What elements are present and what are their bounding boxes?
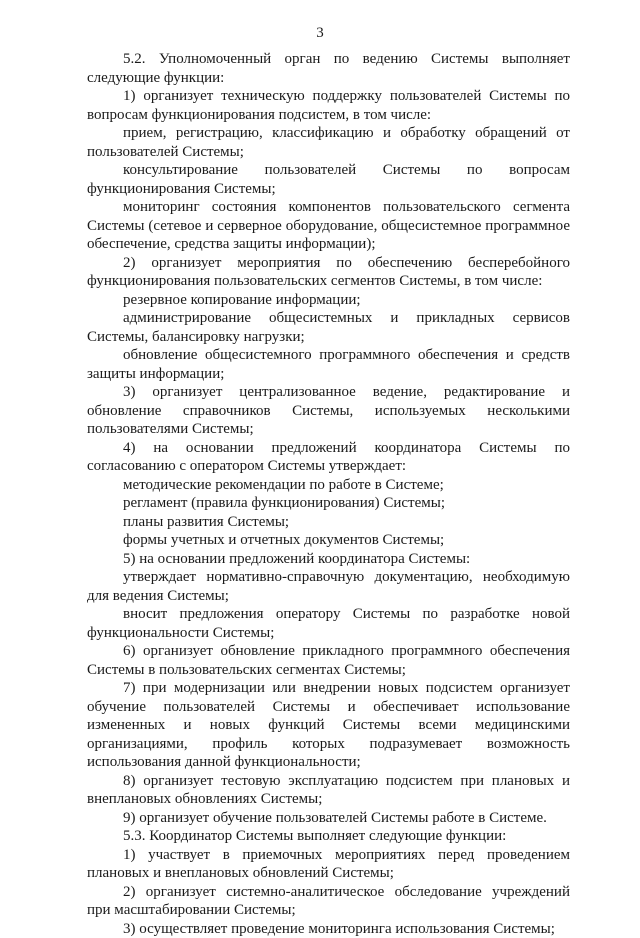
- paragraph-subitem: консультирование пользователей Системы по вопросам функционирования Системы;: [87, 161, 570, 198]
- paragraph-subitem: мониторинг состояния компонентов пользовательского сегмента Системы (сетевое и серверное оборудование, общесистемное программное обеспечение, средства защиты информации);: [87, 198, 570, 254]
- paragraph-item-4: 4) на основании предложений координатора Системы по согласованию с оператором Системы утверждает:: [87, 439, 570, 476]
- paragraph-subitem: утверждает нормативно-справочную документацию, необходимую для ведения Системы;: [87, 568, 570, 605]
- paragraph-subitem: планы развития Системы;: [87, 513, 570, 532]
- paragraph-subitem: регламент (правила функционирования) Системы;: [87, 494, 570, 513]
- paragraph-item-8: 8) организует тестовую эксплуатацию подсистем при плановых и внеплановых обновлениях Системы;: [87, 772, 570, 809]
- page-number: 3: [0, 25, 640, 42]
- paragraph-item-7: 7) при модернизации или внедрении новых подсистем организует обучение пользователей Системы и обеспечивает использование измененных и новых функций Системы всеми медицинскими организациями, профиль которых подразумевает возможность использования данной функциональности;: [87, 679, 570, 772]
- paragraph-item-1: 1) организует техническую поддержку пользователей Системы по вопросам функционирования подсистем, в том числе:: [87, 87, 570, 124]
- paragraph-item-1: 1) участвует в приемочных мероприятиях перед проведением плановых и внеплановых обновлений Системы;: [87, 846, 570, 883]
- paragraph-5-3: 5.3. Координатор Системы выполняет следующие функции:: [87, 827, 570, 846]
- paragraph-item-2: 2) организует системно-аналитическое обследование учреждений при масштабировании Системы;: [87, 883, 570, 920]
- paragraph-subitem: прием, регистрацию, классификацию и обработку обращений от пользователей Системы;: [87, 124, 570, 161]
- paragraph-item-5: 5) на основании предложений координатора Системы:: [87, 550, 570, 569]
- paragraph-item-9: 9) организует обучение пользователей Системы работе в Системе.: [87, 809, 570, 828]
- paragraph-item-6: 6) организует обновление прикладного программного обеспечения Системы в пользовательских сегментах Системы;: [87, 642, 570, 679]
- paragraph-subitem: вносит предложения оператору Системы по разработке новой функциональности Системы;: [87, 605, 570, 642]
- paragraph-subitem: методические рекомендации по работе в Системе;: [87, 476, 570, 495]
- document-body: [87, 50, 570, 938]
- paragraph-subitem: формы учетных и отчетных документов Системы;: [87, 531, 570, 550]
- paragraph-subitem: администрирование общесистемных и прикладных сервисов Системы, балансировку нагрузки;: [87, 309, 570, 346]
- paragraph-subitem: резервное копирование информации;: [87, 291, 570, 310]
- paragraph-item-2: 2) организует мероприятия по обеспечению бесперебойного функционирования пользовательских сегментов Системы, в том числе:: [87, 254, 570, 291]
- paragraph-item-3: 3) осуществляет проведение мониторинга использования Системы;: [87, 920, 570, 938]
- paragraph-subitem: обновление общесистемного программного обеспечения и средств защиты информации;: [87, 346, 570, 383]
- paragraph-5-2: 5.2. Уполномоченный орган по ведению Системы выполняет следующие функции:: [87, 50, 570, 87]
- paragraph-item-3: 3) организует централизованное ведение, редактирование и обновление справочников Системы, используемых несколькими пользователями Системы;: [87, 383, 570, 439]
